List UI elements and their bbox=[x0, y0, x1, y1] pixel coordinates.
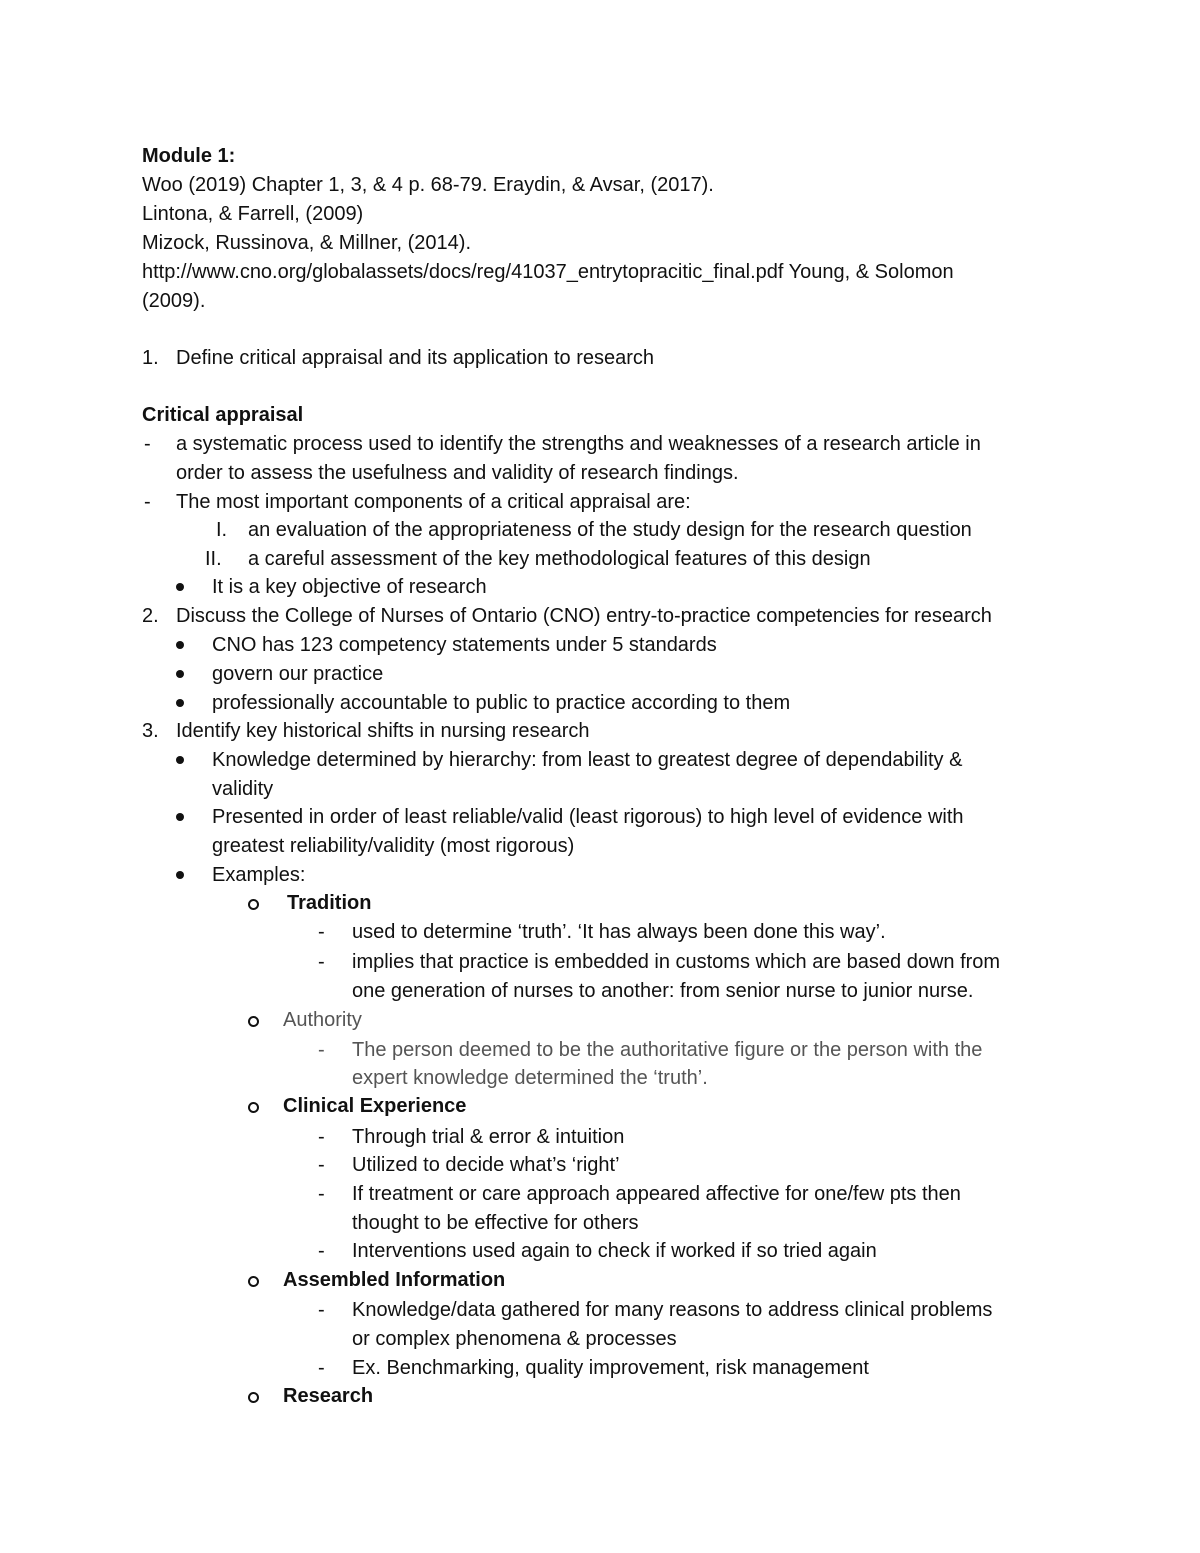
example-title: Authority bbox=[283, 1009, 362, 1031]
list-item: It is a key objective of research bbox=[212, 576, 487, 598]
dash-marker: - bbox=[144, 433, 151, 455]
bullet-icon bbox=[176, 583, 184, 591]
list-item: The most important components of a critical appraisal are: bbox=[176, 491, 691, 513]
dash-marker: - bbox=[318, 1240, 325, 1262]
circle-bullet-icon bbox=[248, 1392, 259, 1403]
list-item: an evaluation of the appropriateness of the study design for the research question bbox=[248, 519, 972, 541]
list-item: CNO has 123 competency statements under 5 standards bbox=[212, 634, 717, 656]
list-item-continued: validity bbox=[212, 778, 274, 800]
list-item: used to determine ‘truth’. ‘It has always been done this way’. bbox=[352, 921, 886, 943]
roman-numeral: II. bbox=[205, 548, 222, 570]
circle-bullet-icon bbox=[248, 1016, 259, 1027]
list-item-continued: thought to be effective for others bbox=[352, 1212, 639, 1234]
list-item: Examples: bbox=[212, 864, 306, 886]
list-item: a careful assessment of the key methodological features of this design bbox=[248, 548, 871, 570]
list-item: govern our practice bbox=[212, 663, 384, 685]
circle-bullet-icon bbox=[248, 899, 259, 910]
list-number: 3. bbox=[142, 720, 159, 742]
list-item: Knowledge/data gathered for many reasons to address clinical problems bbox=[352, 1299, 993, 1321]
module-title: Module 1: bbox=[142, 145, 236, 167]
bullet-icon bbox=[176, 756, 184, 764]
dash-marker: - bbox=[318, 1357, 325, 1379]
list-item: Knowledge determined by hierarchy: from least to greatest degree of dependability & bbox=[212, 749, 963, 771]
list-item: professionally accountable to public to practice according to them bbox=[212, 692, 791, 714]
list-number: 1. bbox=[142, 347, 159, 369]
list-item: If treatment or care approach appeared affective for one/few pts then bbox=[352, 1183, 961, 1205]
dash-marker: - bbox=[318, 1299, 325, 1321]
list-item-continued: expert knowledge determined the ‘truth’. bbox=[352, 1067, 708, 1089]
dash-marker: - bbox=[318, 951, 325, 973]
dash-marker: - bbox=[318, 1126, 325, 1148]
bullet-icon bbox=[176, 813, 184, 821]
list-item: The person deemed to be the authoritative figure or the person with the bbox=[352, 1039, 983, 1061]
dash-marker: - bbox=[318, 1039, 325, 1061]
bullet-icon bbox=[176, 641, 184, 649]
list-number: 2. bbox=[142, 605, 159, 627]
list-item-continued: order to assess the usefulness and validity of research findings. bbox=[176, 462, 739, 484]
reference-line: (2009). bbox=[142, 290, 206, 312]
roman-numeral: I. bbox=[216, 519, 228, 541]
list-item: Interventions used again to check if worked if so tried again bbox=[352, 1240, 877, 1262]
bullet-icon bbox=[176, 670, 184, 678]
dash-marker: - bbox=[318, 1154, 325, 1176]
bullet-icon bbox=[176, 871, 184, 879]
question-text: Define critical appraisal and its application to research bbox=[176, 347, 655, 369]
section-heading: Critical appraisal bbox=[142, 404, 304, 426]
list-item-continued: one generation of nurses to another: from senior nurse to junior nurse. bbox=[352, 980, 974, 1002]
list-item: a systematic process used to identify the strengths and weaknesses of a research article in bbox=[176, 433, 981, 455]
list-item: Through trial & error & intuition bbox=[352, 1126, 625, 1148]
reference-line: Mizock, Russinova, & Millner, (2014). bbox=[142, 232, 472, 254]
example-title: Research bbox=[283, 1385, 374, 1407]
question-text: Discuss the College of Nurses of Ontario (CNO) entry-to-practice competencies for research bbox=[176, 605, 992, 627]
list-item: Ex. Benchmarking, quality improvement, risk management bbox=[352, 1357, 869, 1379]
list-item: Utilized to decide what’s ‘right’ bbox=[352, 1154, 620, 1176]
example-title: Clinical Experience bbox=[283, 1095, 467, 1117]
list-item: implies that practice is embedded in customs which are based down from bbox=[352, 951, 1001, 973]
reference-line: Lintona, & Farrell, (2009) bbox=[142, 203, 364, 225]
list-item-continued: greatest reliability/validity (most rigorous) bbox=[212, 835, 575, 857]
dash-marker: - bbox=[318, 921, 325, 943]
circle-bullet-icon bbox=[248, 1276, 259, 1287]
list-item: Presented in order of least reliable/valid (least rigorous) to high level of evidence with bbox=[212, 806, 964, 828]
dash-marker: - bbox=[318, 1183, 325, 1205]
example-title: Assembled Information bbox=[283, 1269, 506, 1291]
list-item-continued: or complex phenomena & processes bbox=[352, 1328, 677, 1350]
reference-url-line: http://www.cno.org/globalassets/docs/reg/41037_entrytopracitic_final.pdf Young, & Solomon bbox=[142, 261, 954, 283]
question-text: Identify key historical shifts in nursing research bbox=[176, 720, 590, 742]
reference-line: Woo (2019) Chapter 1, 3, & 4 p. 68-79. Eraydin, & Avsar, (2017). bbox=[142, 174, 714, 196]
example-title: Tradition bbox=[287, 892, 372, 914]
circle-bullet-icon bbox=[248, 1102, 259, 1113]
bullet-icon bbox=[176, 699, 184, 707]
dash-marker: - bbox=[144, 491, 151, 513]
